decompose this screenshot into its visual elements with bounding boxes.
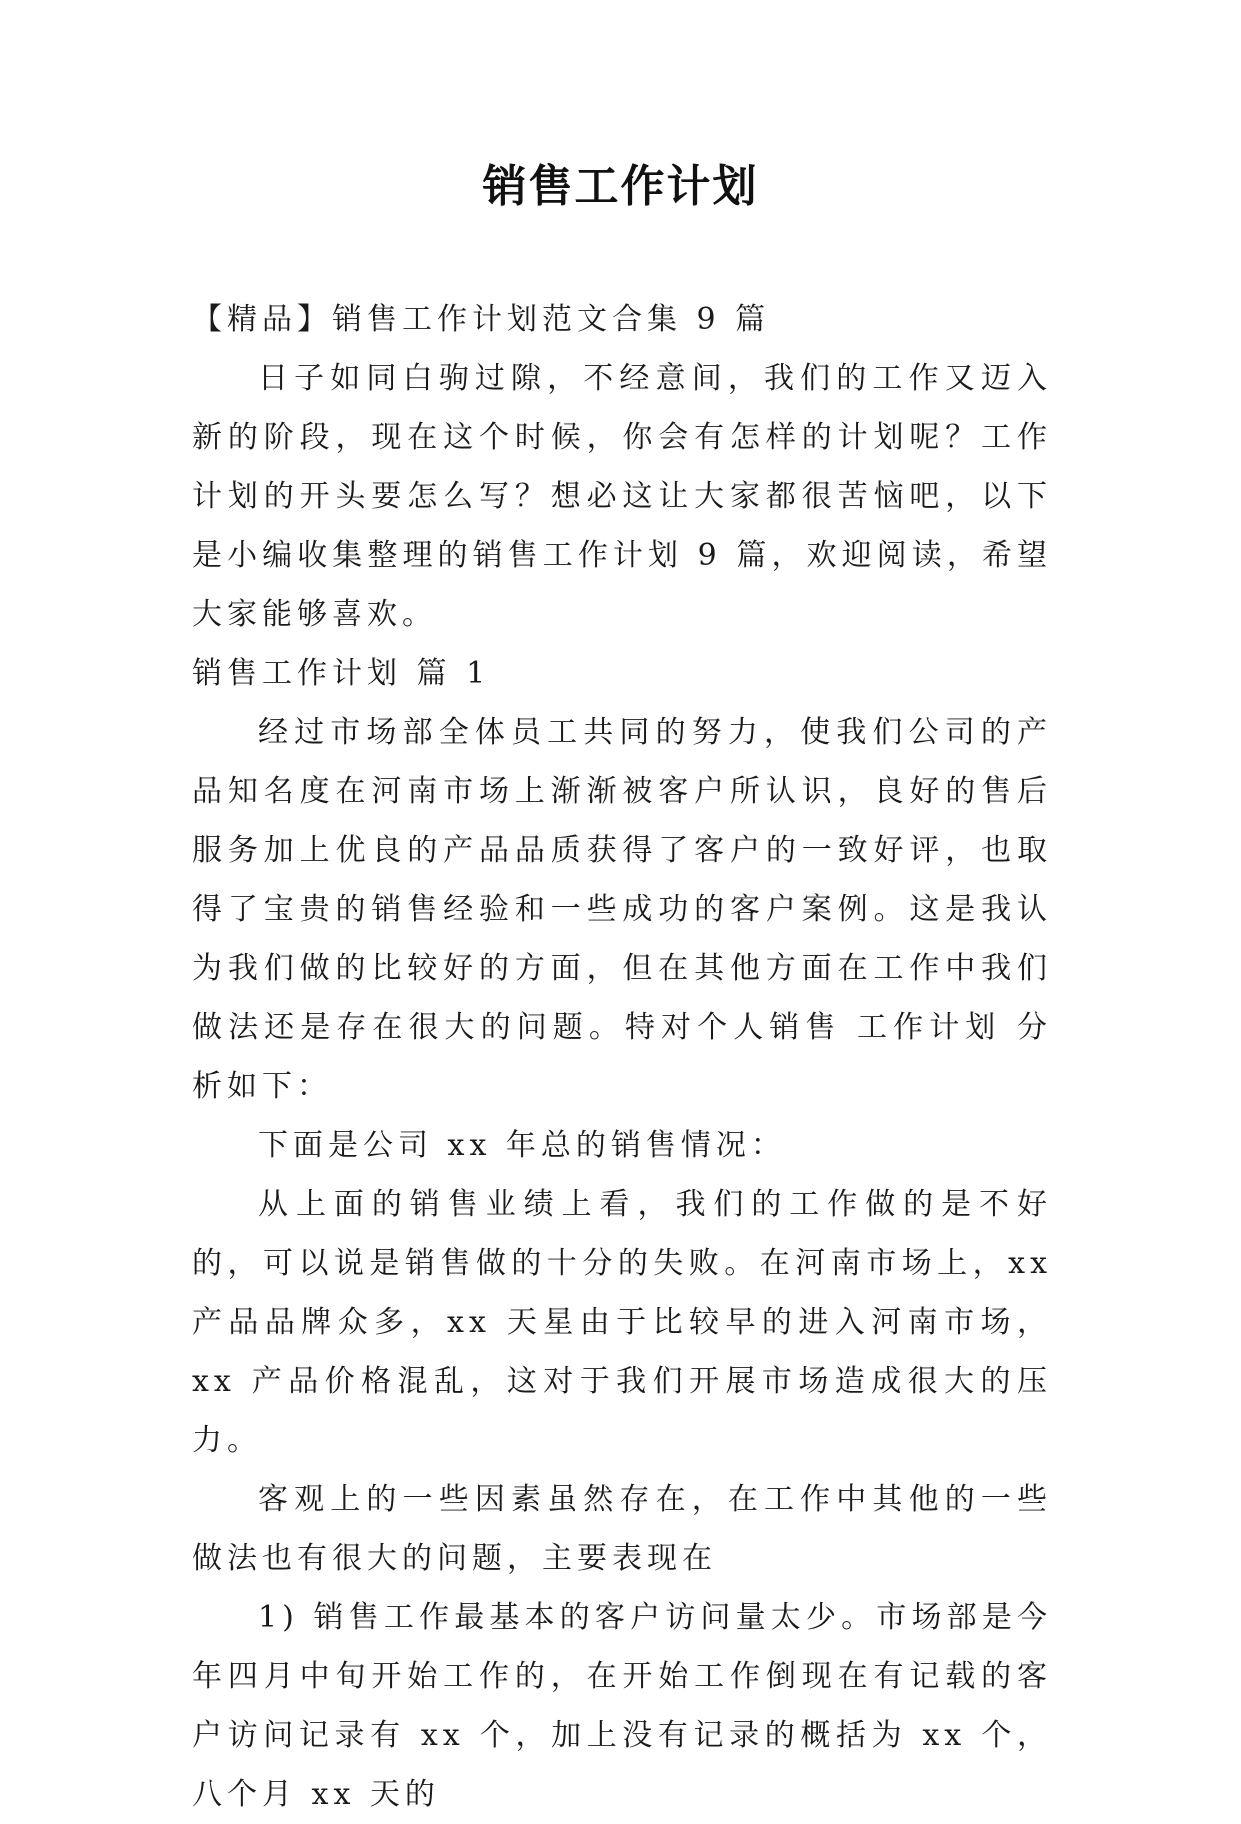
body-paragraph: 从上面的销售业绩上看，我们的工作做的是不好的，可以说是销售做的十分的失败。在河南市场上，xx 产品品牌众多，xx 天星由于比较早的进入河南市场，xx 产品价格混乱，这对于我们开展市场造成很大的压力。 [192, 1187, 1052, 1458]
document-body [192, 290, 1052, 1824]
body-paragraph: 客观上的一些因素虽然存在，在工作中其他的一些做法也有很大的问题，主要表现在 [192, 1482, 1052, 1576]
document-title: 销售工作计划 [482, 161, 759, 212]
body-paragraph: 1) 销售工作最基本的客户访问量太少。市场部是今年四月中旬开始工作的，在开始工作倒现在有记载的客户访问记录有 xx 个，加上没有记录的概括为 xx 个，八个月 xx 天的 [192, 1600, 1052, 1812]
body-paragraph: 经过市场部全体员工共同的努力，使我们公司的产品知名度在河南市场上渐渐被客户所认识，良好的售后服务加上优良的产品品质获得了客户的一致好评，也取得了宝贵的销售经验和一些成功的客户案例。这是我认为我们做的比较好的方面，但在其他方面在工作中我们做法还是存在很大的问题。特对个人销售 工作计划 分析如下： [192, 715, 1052, 1104]
section-heading: 销售工作计划 篇 1 [192, 656, 491, 691]
subtitle-line: 【精品】销售工作计划范文合集 9 篇 [192, 302, 771, 337]
body-paragraph: 下面是公司 xx 年总的销售情况： [258, 1128, 786, 1163]
intro-paragraph: 日子如同白驹过隙，不经意间，我们的工作又迈入新的阶段，现在这个时候，你会有怎样的计划呢？工作计划的开头要怎么写？想必这让大家都很苦恼吧，以下是小编收集整理的销售工作计划 9 篇，欢迎阅读，希望大家能够喜欢。 [192, 361, 1052, 632]
